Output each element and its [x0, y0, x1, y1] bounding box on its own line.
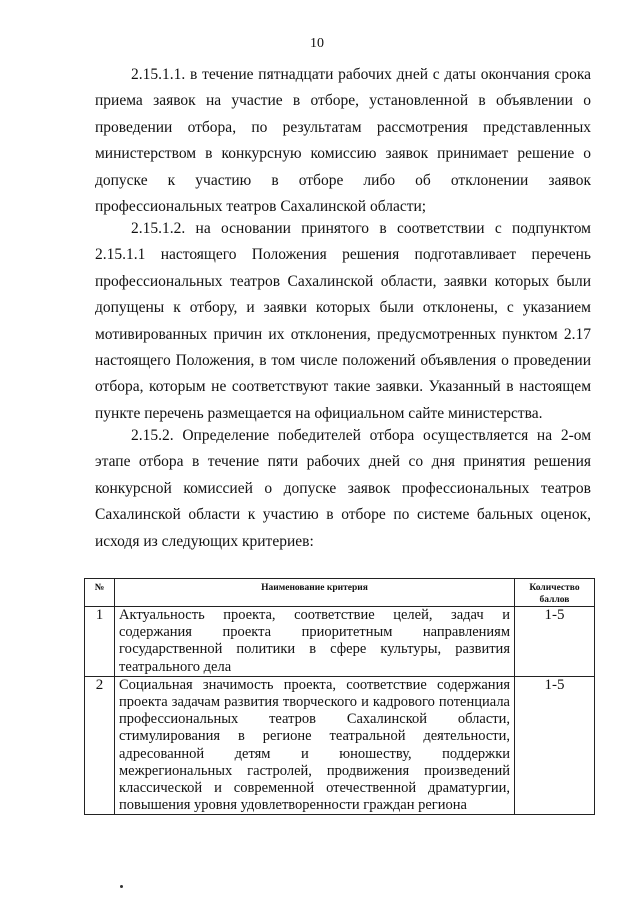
row-score: 1-5: [515, 676, 595, 815]
row-score: 1-5: [515, 607, 595, 677]
table-row: [85, 607, 595, 677]
row-criterion: Актуальность проекта, соответствие целей, задач и содержания проекта приоритетным направлениям государственной политики в сфере культуры, развития театрального дела: [115, 607, 515, 677]
paragraph-2-15-2: 2.15.2. Определение победителей отбора осуществляется на 2-ом этапе отбора в течение пяти рабочих дней со дня принятия решения конкурсной комиссией о допуске заявок профессиональных театров Сахалинской области к участию в отборе по системе бальных оценок, исходя из следующих критериев:: [95, 427, 591, 550]
scan-dot-artifact: [120, 885, 123, 888]
header-score: Количество баллов: [515, 579, 595, 607]
header-criterion-name: Наименование критерия: [115, 579, 515, 607]
row-criterion: Социальная значимость проекта, соответствие содержания проекта задачам развития творческого и кадрового потенциала профессиональных театров Сахалинской области, стимулирования в регионе театральной деятельности, адресованной детям и юношеству, поддержки межрегиональных гастролей, продвижения произведений классической и современной отечественной драматургии, повышения уровня удовлетворенности граждан региона: [115, 676, 515, 815]
row-number: 2: [85, 676, 115, 815]
criteria-table: [84, 578, 595, 815]
table-row: [85, 676, 595, 815]
page-number: 10: [310, 36, 324, 51]
header-number: №: [85, 579, 115, 607]
table-header-row: [85, 579, 595, 607]
paragraph-2-15-1-2: 2.15.1.2. на основании принятого в соответствии с подпунктом 2.15.1.1 настоящего Положения решения подготавливает перечень профессиональных театров Сахалинской области, заявки которых были допущены к отбору, и заявки которых были отклонены, с указанием мотивированных причин их отклонения, предусмотренных пунктом 2.17 настоящего Положения, в том числе положений объявления о проведении отбора, которым не соответствуют такие заявки. Указанный в настоящем пункте перечень размещается на официальном сайте министерства.: [95, 220, 591, 422]
paragraph-2-15-1-1: 2.15.1.1. в течение пятнадцати рабочих дней с даты окончания срока приема заявок на участие в отборе, установленной в объявлении о проведении отбора, по результатам рассмотрения представленных министерством в конкурсную комиссию заявок принимает решение о допуске к участию в отборе либо об отклонении заявок профессиональных театров Сахалинской области;: [95, 66, 591, 216]
row-number: 1: [85, 607, 115, 677]
